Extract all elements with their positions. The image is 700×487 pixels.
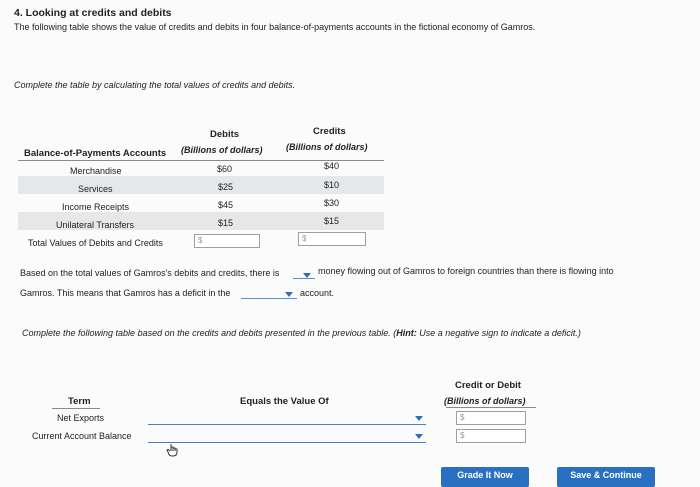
net-exports-dropdown[interactable] (148, 424, 426, 425)
term-header: Term (68, 396, 91, 407)
question-title: 4. Looking at credits and debits (14, 7, 172, 19)
sentence-part4: account. (300, 288, 335, 298)
credits-header: Credits (313, 126, 346, 137)
instruction-text: Complete the table by calculating the total values of credits and debits. (14, 80, 296, 90)
term-net-exports: Net Exports (57, 413, 105, 423)
chevron-down-icon[interactable] (285, 292, 293, 297)
term-current-account: Current Account Balance (32, 431, 132, 441)
debit-merchandise: $60 (217, 164, 233, 174)
hint-label: Hint: (396, 328, 417, 338)
currency-symbol: $ (460, 413, 465, 422)
chevron-down-icon[interactable] (415, 416, 423, 421)
currency-symbol: $ (460, 431, 465, 440)
credit-services: $10 (324, 180, 340, 190)
current-account-input[interactable] (456, 429, 526, 443)
cd-underline (446, 407, 536, 408)
total-label: Total Values of Debits and Credits (28, 238, 163, 248)
instruction2-main: Complete the following table based on the credits and debits presented in the previous table. ( (22, 328, 397, 338)
save-continue-button[interactable]: Save & Continue (557, 467, 655, 487)
chevron-down-icon[interactable] (415, 434, 423, 439)
total-credits-input[interactable] (298, 232, 366, 246)
grade-it-now-button[interactable]: Grade It Now (441, 467, 529, 487)
account-dropdown[interactable] (241, 298, 297, 299)
equals-header: Equals the Value Of (240, 396, 329, 407)
accounts-header: Balance-of-Payments Accounts (24, 148, 167, 159)
sentence-part3: Gamros. This means that Gamros has a deficit in the (20, 288, 231, 298)
account-services: Services (78, 184, 113, 194)
chevron-down-icon[interactable] (303, 273, 311, 278)
sentence-part1: Based on the total values of Gamros's debits and credits, there is (20, 268, 280, 278)
credit-debit-subheader: (Billions of dollars) (444, 396, 526, 406)
account-unilateral-transfers: Unilateral Transfers (56, 220, 135, 230)
account-income-receipts: Income Receipts (62, 202, 130, 212)
credit-merchandise: $40 (324, 161, 340, 171)
hand-cursor-icon (166, 443, 180, 457)
hint-text: Use a negative sign to indicate a deficit.) (416, 328, 581, 338)
total-debits-input[interactable] (194, 234, 260, 248)
credits-subheader: (Billions of dollars) (286, 142, 368, 152)
credit-income-receipts: $30 (324, 198, 340, 208)
term-underline (52, 408, 100, 409)
debit-services: $25 (218, 182, 234, 192)
credit-unilateral-transfers: $15 (324, 216, 340, 226)
current-account-dropdown[interactable] (148, 442, 426, 443)
credit-debit-header: Credit or Debit (455, 380, 521, 391)
instruction2 (22, 328, 581, 338)
currency-symbol: $ (198, 236, 203, 245)
debit-unilateral-transfers: $15 (218, 218, 234, 228)
debits-header: Debits (210, 129, 240, 140)
debit-income-receipts: $45 (218, 200, 234, 210)
sentence-part2: money flowing out of Gamros to foreign countries than there is flowing into (318, 266, 614, 276)
net-exports-input[interactable] (456, 411, 526, 425)
debits-subheader: (Billions of dollars) (181, 145, 263, 155)
amount-dropdown[interactable] (293, 278, 315, 279)
account-merchandise: Merchandise (70, 166, 122, 176)
intro-text: The following table shows the value of credits and debits in four balance-of-payments accounts in the fictional economy of Gamros. (14, 22, 536, 32)
currency-symbol: $ (302, 234, 307, 243)
